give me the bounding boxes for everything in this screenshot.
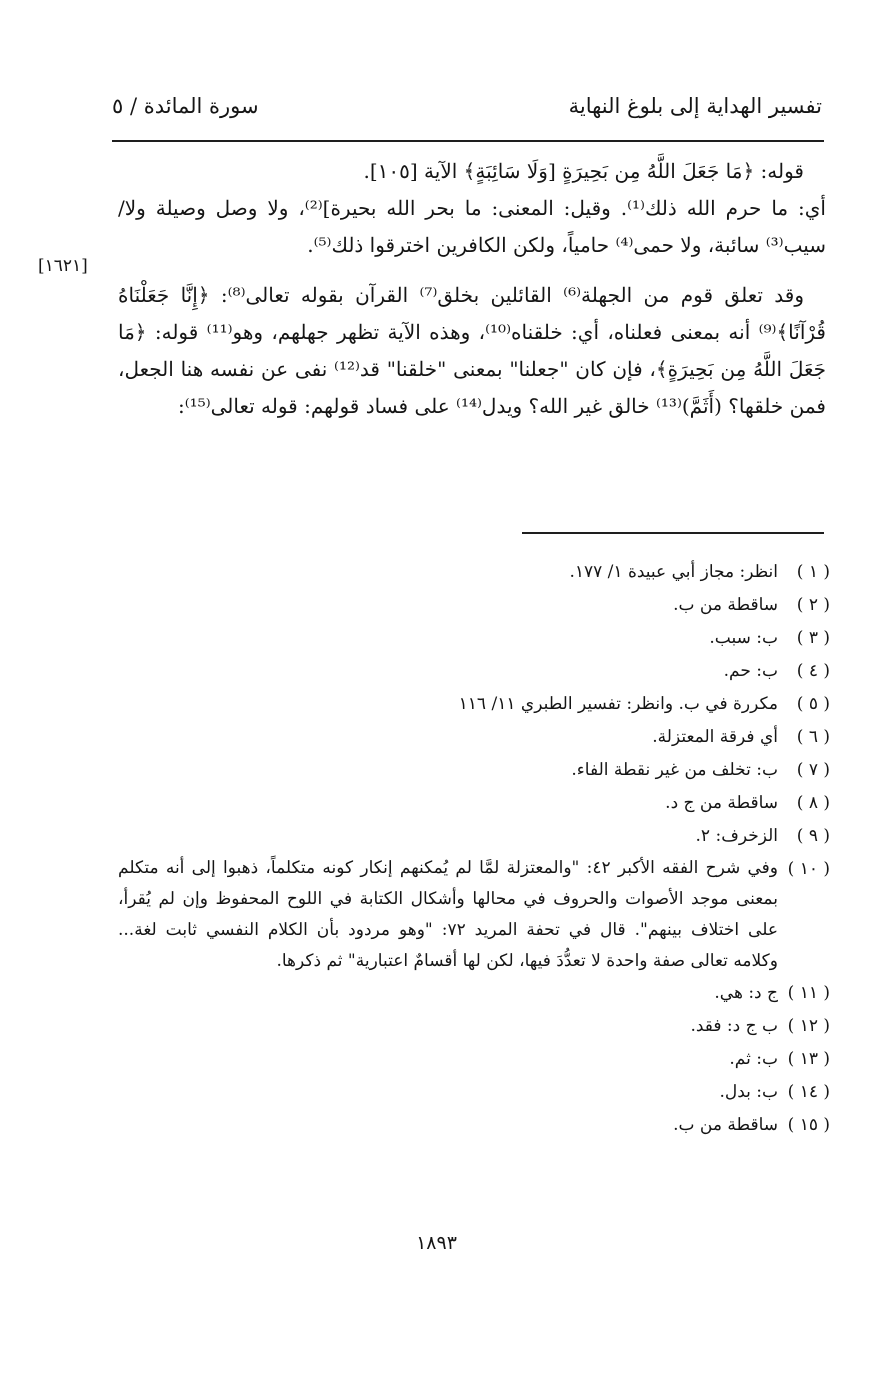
book-title: تفسير الهداية إلى بلوغ النهاية xyxy=(568,94,822,118)
footnote xyxy=(118,820,830,853)
surah-reference: سورة المائدة / ٥ xyxy=(112,94,259,118)
footnote xyxy=(118,721,830,754)
running-header xyxy=(112,88,822,138)
footnote-number: ( ١ ) xyxy=(796,562,830,582)
paragraph-text: وقد تعلق قوم من الجهلة⁽⁶⁾ القائلين بخلق⁽⁷⁾ القرآن بقوله تعالى⁽⁸⁾: ﴿إِنَّا جَعَلْنَاهُ قُرْآنًا﴾⁽⁹⁾ أنه بمعنى فعلناه، أي: خلقناه⁽¹⁰⁾، وهذه الآية تظهر جهلهم، وهو⁽¹¹⁾ قوله: ﴿مَا جَعَلَ اللَّهُ مِن بَحِيرَةٍ﴾، فإن كان "جعلنا" بمعنى "خلقنا" قد⁽¹²⁾ نفى عن نفسه هنا الجعل، فمن خلقها؟ (أَثَمَّ)⁽¹³⁾ خالق غير الله؟ ويدل⁽¹⁴⁾ على فساد قولهم: قوله تعالى⁽¹⁵⁾: xyxy=(118,283,826,418)
footnote-number: ( ٤ ) xyxy=(796,661,830,681)
footnote-number: ( ١٢ ) xyxy=(787,1016,830,1036)
footnote xyxy=(118,622,830,655)
footnote xyxy=(118,787,830,820)
page-number: ١٨٩٣ xyxy=(416,1232,457,1254)
footnote-text: الزخرف: ٢. xyxy=(695,826,778,846)
footnote-number: ( ٥ ) xyxy=(796,694,830,714)
footnote xyxy=(118,1010,830,1043)
footnote-text: ب: ثم. xyxy=(729,1049,778,1069)
header-divider xyxy=(112,140,824,142)
footnote xyxy=(118,1076,830,1109)
footnote-text: وفي شرح الفقه الأكبر ٤٢: "والمعتزلة لمَّا لم يُمكنهم إنكار كونه متكلماً، ذهبوا إلى أنه متكلم بمعنى موجد الأصوات والحروف في محالها وأشكال الكتابة في اللوح المحفوظ وإن لم يُقرأ، على اختلاف بينهم". قال في تحفة المريد ٧٢: "وهو مردود بأن الكلام النفسي ثابت لغة... وكلامه تعالى صفة واحدة لا تعدُّدَ فيها، لكن لها أقسامٌ اعتبارية" ثم ذكرها. xyxy=(118,858,778,971)
footnote-text: ب: سبب. xyxy=(709,628,778,648)
footnote-number: ( ٩ ) xyxy=(796,826,830,846)
footnote-text: ب: تخلف من غير نقطة الفاء. xyxy=(571,760,778,780)
footnote-number: ( ١١ ) xyxy=(787,983,830,1003)
footnote xyxy=(118,977,830,1010)
footnote-text: انظر: مجاز أبي عبيدة ١/ ١٧٧. xyxy=(569,562,778,582)
paragraph xyxy=(118,190,826,264)
footnote-number: ( ١٠ ) xyxy=(787,859,830,879)
footnote-text: ساقطة من ج د. xyxy=(665,793,778,813)
paragraph xyxy=(118,277,826,425)
verse-heading xyxy=(118,153,826,190)
main-text xyxy=(118,153,826,425)
footnotes xyxy=(118,556,830,1142)
footnote-number: ( ٢ ) xyxy=(796,595,830,615)
footnote-text: أي فرقة المعتزلة. xyxy=(652,727,778,747)
footnote-divider xyxy=(522,532,824,534)
verse-heading-text: قوله: ﴿مَا جَعَلَ اللَّهُ مِن بَحِيرَةٍ [وَلَا سَائِبَةٍ﴾ الآية [١٠٥]. xyxy=(363,159,804,183)
footnote-text: ساقطة من ب. xyxy=(673,595,778,615)
footnote-number: ( ٧ ) xyxy=(796,760,830,780)
footnote-number: ( ٦ ) xyxy=(796,727,830,747)
footnote xyxy=(118,655,830,688)
footnote-number: ( ١٤ ) xyxy=(787,1082,830,1102)
footnote-number: ( ٣ ) xyxy=(796,628,830,648)
footnote-text: ب: بدل. xyxy=(719,1082,778,1102)
manuscript-folio-reference: [١٦٢١] xyxy=(38,256,88,276)
footnote xyxy=(118,589,830,622)
footnote xyxy=(118,556,830,589)
footnote-number: ( ١٣ ) xyxy=(787,1049,830,1069)
footnote-text: ج د: هي. xyxy=(714,983,778,1003)
footnote xyxy=(118,853,830,977)
paragraph-text: أي: ما حرم الله ذلك⁽¹⁾. وقيل: المعنى: ما بحر الله بحيرة]⁽²⁾، ولا وصل وصيلة ولا/ سيب⁽³⁾ سائبة، ولا حمى⁽⁴⁾ حامياً، ولكن الكافرين اخترقوا ذلك⁽⁵⁾. xyxy=(118,196,826,257)
footnote-text: ب: حم. xyxy=(723,661,778,681)
footnote xyxy=(118,754,830,787)
footnote-number: ( ١٥ ) xyxy=(787,1115,830,1135)
footnote xyxy=(118,1109,830,1142)
footnote xyxy=(118,688,830,721)
footnote-text: ساقطة من ب. xyxy=(673,1115,778,1135)
footnote-text: مكررة في ب. وانظر: تفسير الطبري ١١/ ١١٦ xyxy=(458,694,778,714)
footnote xyxy=(118,1043,830,1076)
footnote-number: ( ٨ ) xyxy=(796,793,830,813)
footnote-text: ب ج د: فقد. xyxy=(690,1016,778,1036)
